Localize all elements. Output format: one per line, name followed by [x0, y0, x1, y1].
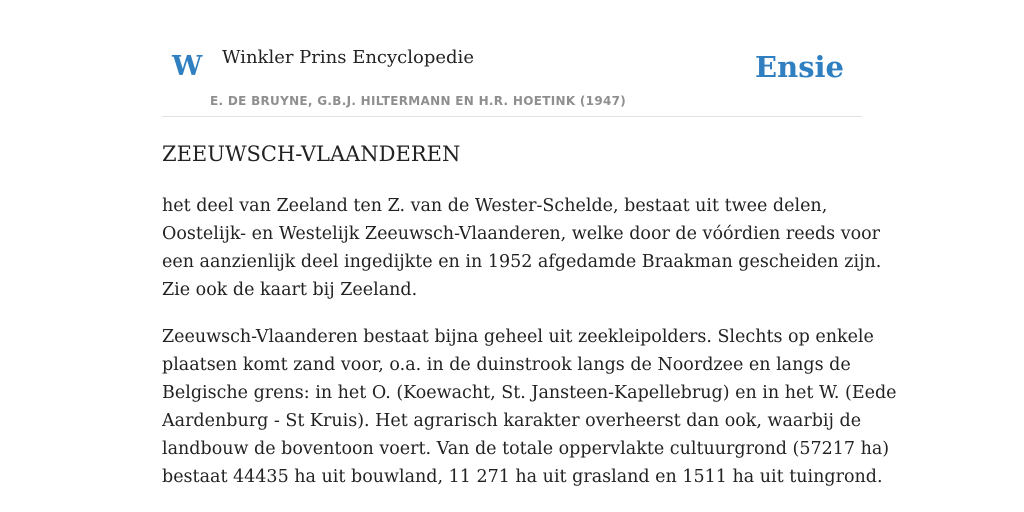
entry-title: ZEEUWSCH-VLAANDEREN — [162, 142, 461, 166]
paragraph-2-line: plaatsen komt zand voor, o.a. in de duinstrook langs de Noordzee en langs de — [162, 355, 851, 375]
paragraph-2-line: Belgische grens: in het O. (Koewacht, St. Jansteen-Kapellebrug) en in het W. (Eede — [162, 383, 897, 403]
paragraph-1 — [162, 192, 882, 304]
paragraph-2-line: Zeeuwsch-Vlaanderen bestaat bijna geheel uit zeekleipolders. Slechts op enkele — [162, 327, 874, 347]
paragraph-2-line: Aardenburg - St Kruis). Het agrarisch karakter overheerst dan ook, waarbij de — [162, 411, 862, 431]
paragraph-1-line: het deel van Zeeland ten Z. van de Wester-Schelde, bestaat uit twee delen, — [162, 196, 828, 216]
paragraph-2 — [162, 323, 897, 491]
ensie-brand-logo[interactable]: Ensie — [755, 50, 844, 84]
winkler-prins-logo[interactable]: W — [172, 51, 203, 82]
authors-line: E. DE BRUYNE, G.B.J. HILTERMANN EN H.R. HOETINK (1947) — [210, 94, 627, 108]
paragraph-1-line: Oostelijk- en Westelijk Zeeuwsch-Vlaanderen, welke door de vóórdien reeds voor — [162, 224, 881, 244]
site-header — [162, 40, 862, 117]
paragraph-2-line: bestaat 44435 ha uit bouwland, 11 271 ha uit grasland en 1511 ha uit tuingrond. — [162, 467, 883, 487]
paragraph-1-line: een aanzienlijk deel ingedijkte en in 1952 afgedamde Braakman gescheiden zijn. — [162, 252, 882, 272]
site-title[interactable]: Winkler Prins Encyclopedie — [222, 47, 474, 68]
paragraph-1-line: Zie ook de kaart bij Zeeland. — [162, 280, 418, 300]
paragraph-2-line: landbouw de boventoon voert. Van de totale oppervlakte cultuurgrond (57217 ha) — [162, 439, 890, 459]
